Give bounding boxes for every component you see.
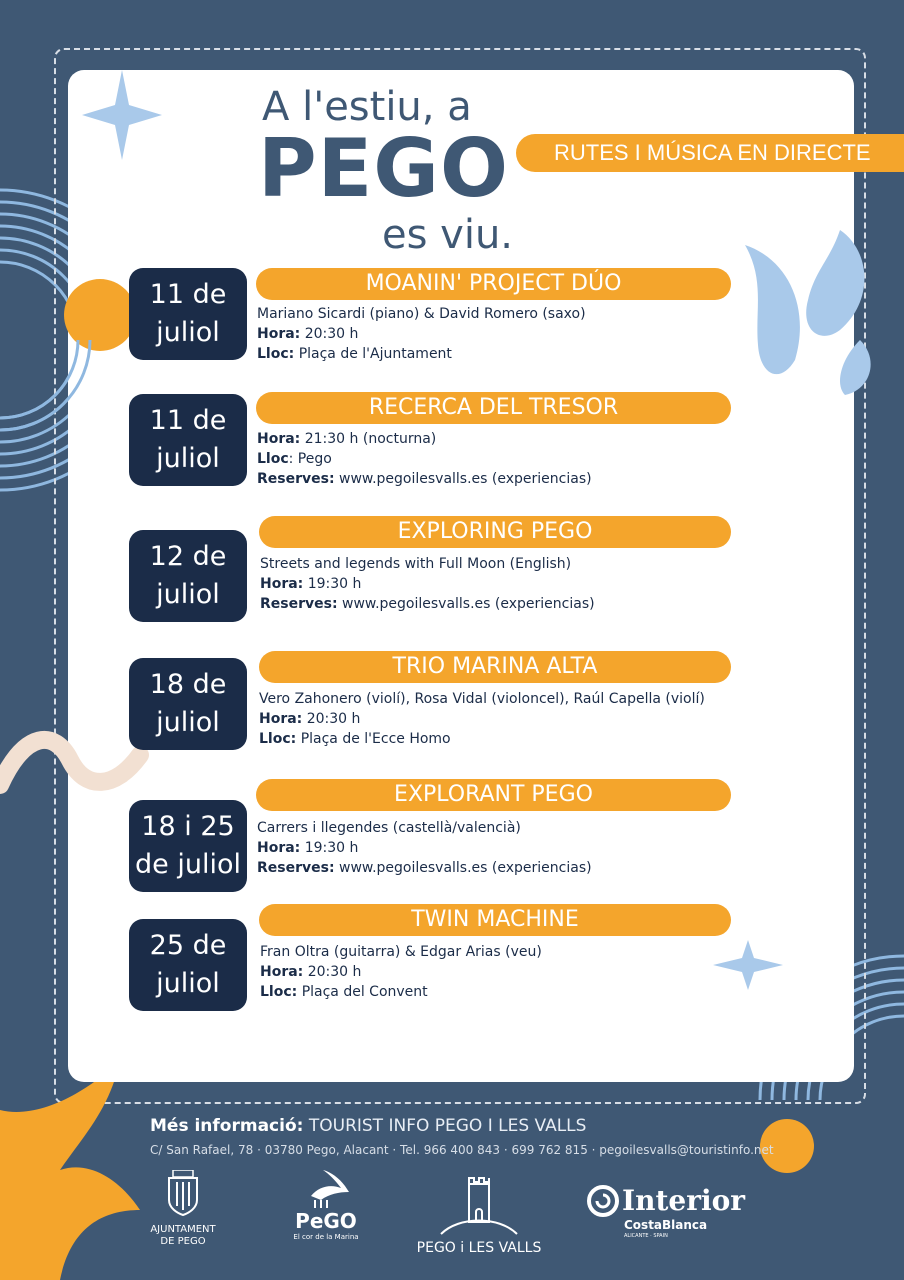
event-title: TWIN MACHINE: [259, 904, 731, 936]
title-line-1: A l'estiu, a: [262, 84, 472, 130]
event-line: Carrers i llegendes (castellà/valencià): [257, 820, 521, 836]
pego-logo: [286, 1166, 366, 1242]
date-line-2: juliol: [156, 707, 220, 738]
date-line-1: 25 de: [149, 930, 227, 961]
event-line: Reserves: www.pegoilesvalls.es (experiencias): [257, 471, 592, 487]
contact-address: C/ San Rafael, 78 · 03780 Pego, Alacant · Tel. 966 400 843 · 699 762 815 · pegoilesvalls@touristinfo.net: [150, 1143, 774, 1157]
event-date: [129, 919, 247, 1011]
event-date: [129, 800, 247, 892]
event-line: Fran Oltra (guitarra) & Edgar Arias (veu): [260, 944, 542, 960]
title-pego: PEGO: [258, 122, 509, 215]
date-line-1: 18 de: [149, 669, 227, 700]
event-title: EXPLORANT PEGO: [256, 779, 731, 811]
spiral-icon: [586, 1184, 620, 1218]
blue-splash-shape: [745, 230, 871, 395]
event-line: Hora: 20:30 h: [257, 326, 359, 342]
date-line-1: 12 de: [149, 541, 227, 572]
date-line-1: 11 de: [149, 279, 227, 310]
event-line: Hora: 19:30 h: [260, 576, 362, 592]
costablanca-sub: ALICANTE · SPAIN: [624, 1233, 668, 1239]
event-date: [129, 394, 247, 486]
ajuntament-label: AJUNTAMENT: [150, 1224, 216, 1235]
event-line: Reserves: www.pegoilesvalls.es (experiencias): [260, 596, 595, 612]
event-title: EXPLORING PEGO: [259, 516, 731, 548]
subtitle-badge: RUTES I MÚSICA EN DIRECTE: [516, 134, 904, 172]
event-date: [129, 268, 247, 360]
castle-tower-icon: [439, 1176, 519, 1236]
pego-logo-tagline: El cor de la Marina: [293, 1233, 359, 1241]
date-line-1: 11 de: [149, 405, 227, 436]
event-line: Hora: 20:30 h: [259, 711, 361, 727]
event-line: Vero Zahonero (violí), Rosa Vidal (violoncel), Raúl Capella (violí): [259, 691, 705, 707]
event-date: [129, 658, 247, 750]
interior-costablanca-logo: [586, 1184, 746, 1240]
event-line: Hora: 20:30 h: [260, 964, 362, 980]
pego-les-valls-logo: [404, 1176, 554, 1256]
event-line: Reserves: www.pegoilesvalls.es (experiencias): [257, 860, 592, 876]
event-line: Lloc: Pego: [257, 451, 332, 467]
beige-wave: [0, 740, 140, 785]
date-line-2: de juliol: [135, 849, 241, 880]
event-details: [259, 689, 705, 749]
date-line-2: juliol: [156, 968, 220, 999]
ajuntament-label-2: DE PEGO: [160, 1236, 206, 1247]
ajuntament-logo: [140, 1170, 226, 1248]
event-line: Hora: 21:30 h (nocturna): [257, 431, 437, 447]
title-line-3: es viu.: [382, 212, 514, 258]
event-title: RECERCA DEL TRESOR: [256, 392, 731, 424]
event-date: [129, 530, 247, 622]
star-icon: [713, 940, 783, 990]
date-line-2: juliol: [156, 317, 220, 348]
interior-wordmark: Interior: [622, 1184, 746, 1217]
date-line-2: juliol: [156, 443, 220, 474]
more-info-line: [150, 1116, 586, 1136]
event-details: [257, 818, 592, 878]
event-line: Mariano Sicardi (piano) & David Romero (saxo): [257, 306, 586, 322]
more-info-label: Més informació:: [150, 1116, 304, 1136]
date-line-1: 18 i 25: [141, 811, 235, 842]
event-details: [257, 304, 586, 364]
event-line: Hora: 19:30 h: [257, 840, 359, 856]
date-line-2: juliol: [156, 579, 220, 610]
coat-of-arms-icon: [163, 1170, 203, 1216]
event-details: [257, 429, 592, 489]
costablanca-wordmark: CostaBlanca: [624, 1218, 708, 1232]
orange-circle-left: [64, 279, 136, 351]
event-title: TRIO MARINA ALTA: [259, 651, 731, 683]
event-details: [260, 942, 542, 1002]
pego-logo-name: PeGO: [295, 1209, 357, 1233]
more-info-value: TOURIST INFO PEGO I LES VALLS: [303, 1116, 587, 1136]
event-line: Streets and legends with Full Moon (English): [260, 556, 572, 572]
event-title: MOANIN' PROJECT DÚO: [256, 268, 731, 300]
event-details: [260, 554, 595, 614]
event-line: Lloc: Plaça del Convent: [260, 984, 428, 1000]
pego-les-valls-label: PEGO i LES VALLS: [416, 1240, 542, 1256]
heron-icon: [301, 1166, 351, 1210]
star-icon: [82, 70, 162, 160]
event-line: Lloc: Plaça de l'Ajuntament: [257, 346, 452, 362]
event-line: Lloc: Plaça de l'Ecce Homo: [259, 731, 451, 747]
